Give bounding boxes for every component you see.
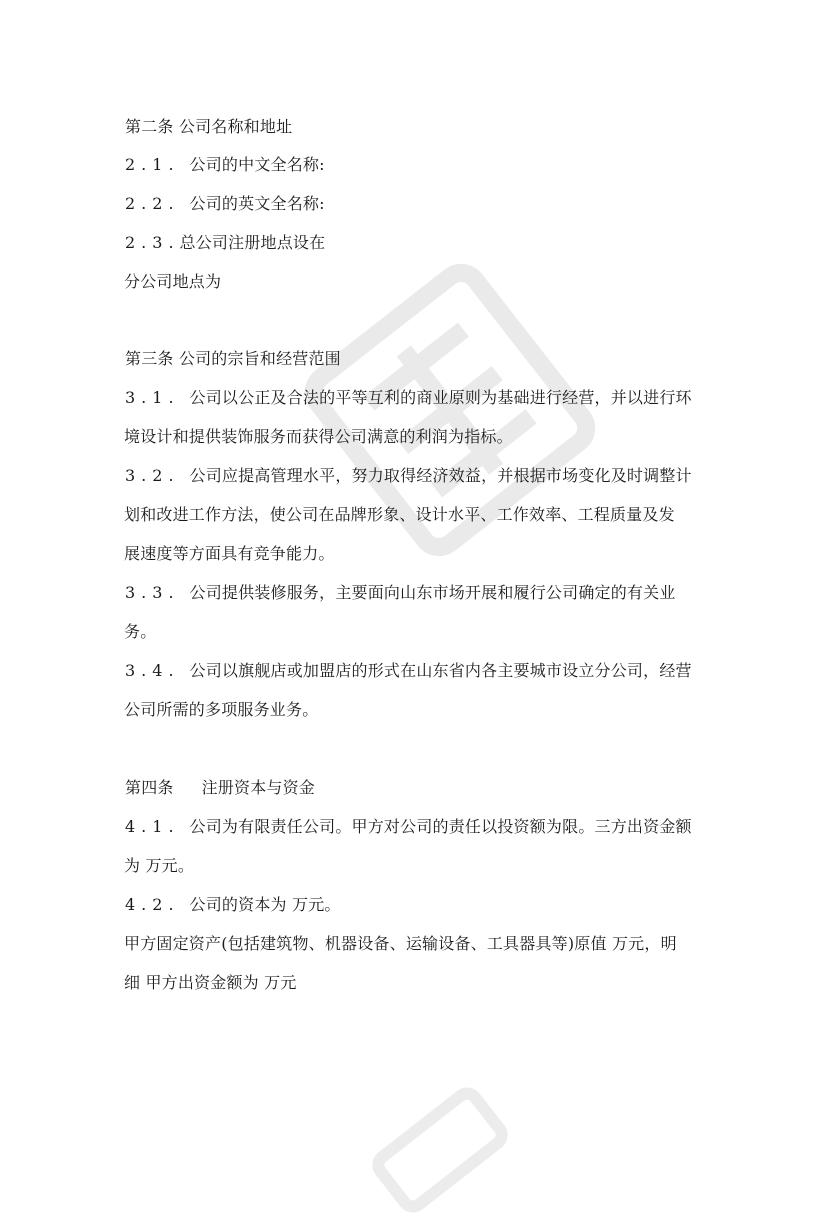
article-3-item-2-line-3: 展速度等方面具有竞争能力。 <box>124 544 335 563</box>
clause-number: 3.1. <box>125 388 180 407</box>
article-2-item-2 <box>125 194 325 214</box>
article-2-item-3 <box>125 233 325 253</box>
article-3-item-4-line-2: 公司所需的多项服务业务。 <box>124 700 319 719</box>
clause-text: 公司提供装修服务，主要面向山东市场开展和履行公司确定的有关业 <box>189 583 676 602</box>
article-3-item-1-line-1 <box>125 388 692 408</box>
clause-number: 4.2. <box>125 895 180 914</box>
clause-text: 公司的资本为 万元。 <box>189 895 341 914</box>
article-3-item-2-line-2: 划和改进工作方法，使公司在品牌形象、设计水平、工作效率、工程质量及发 <box>124 505 675 524</box>
clause-text: 公司的中文全名称: <box>189 155 325 174</box>
clause-text: 公司以旗舰店或加盟店的形式在山东省内各主要城市设立分公司，经营 <box>189 661 692 680</box>
article-4-extra-line-1: 甲方固定资产(包括建筑物、机器设备、运输设备、工具器具等)原值 万元，明 <box>124 934 677 953</box>
clause-number: 4.1. <box>125 817 180 836</box>
watermark-fragment-icon <box>360 1075 520 1224</box>
article-3-item-2-line-1 <box>125 466 692 486</box>
clause-text: 总公司注册地点设在 <box>179 233 326 252</box>
clause-number: 2.3. <box>125 233 180 252</box>
clause-number: 2.1. <box>125 155 180 174</box>
article-4-item-2-line-1 <box>125 895 341 915</box>
article-3-item-1-line-2: 境设计和提供装饰服务而获得公司满意的利润为指标。 <box>124 427 513 446</box>
article-4-item-1-line-1 <box>125 817 692 837</box>
clause-text: 公司以公正及合法的平等互利的商业原则为基础进行经营，并以进行环 <box>189 388 692 407</box>
article-4-title <box>125 778 315 798</box>
article-3-item-3-line-2: 务。 <box>124 622 157 641</box>
clause-number: 3.3. <box>125 583 180 602</box>
clause-text: 公司应提高管理水平，努力取得经济效益，并根据市场变化及时调整计 <box>189 466 692 485</box>
article-4-heading: 注册资本与资金 <box>201 778 316 797</box>
article-3-item-4-line-1 <box>125 661 692 681</box>
watermark-logo-icon <box>278 238 621 583</box>
clause-text: 公司的英文全名称: <box>189 194 325 213</box>
article-2-item-1 <box>125 155 325 175</box>
article-3-item-3-line-1 <box>125 583 676 603</box>
article-2-title: 第二条 公司名称和地址 <box>125 117 293 136</box>
clause-number: 3.4. <box>125 661 180 680</box>
article-4-label: 第四条 <box>125 778 174 797</box>
article-4-item-1-line-2: 为 万元。 <box>124 856 195 875</box>
article-3-title: 第三条 公司的宗旨和经营范围 <box>125 349 341 368</box>
clause-text: 公司为有限责任公司。甲方对公司的责任以投资额为限。三方出资金额 <box>189 817 692 836</box>
article-2-extra: 分公司地点为 <box>124 272 222 291</box>
article-4-extra-line-2: 细 甲方出资金额为 万元 <box>124 973 297 992</box>
clause-number: 2.2. <box>125 194 180 213</box>
clause-number: 3.2. <box>125 466 180 485</box>
